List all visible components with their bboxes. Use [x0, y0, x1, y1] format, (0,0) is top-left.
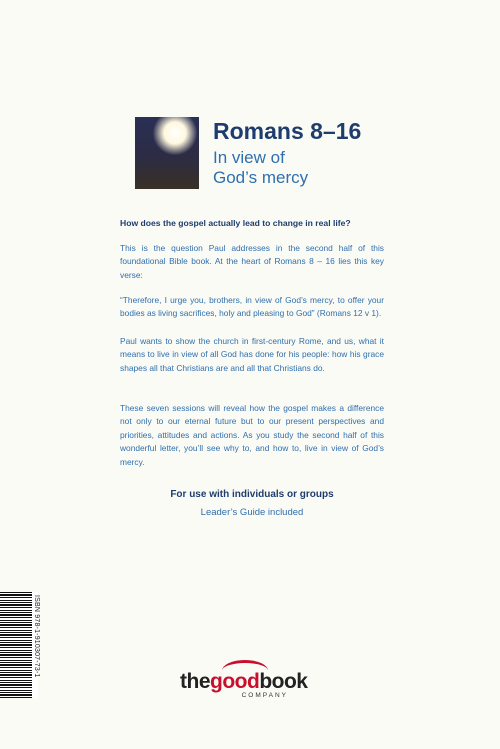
usage-subline: Leader’s Guide included	[200, 507, 304, 518]
book-subtitle	[213, 148, 361, 188]
logo-arc-icon	[222, 660, 268, 681]
blurb-quote: “Therefore, I urge you, brothers, in view of God’s mercy, to offer your bodies as living sacrifices, holy and pleasing to God” (Romans 12 v 1).	[120, 295, 384, 319]
subtitle-line-1: In view of	[213, 148, 285, 167]
logo-part-good: good	[210, 670, 260, 693]
barcode-bars	[0, 592, 32, 698]
logo-part-book: book	[259, 670, 308, 693]
subtitle-line-2: God’s mercy	[213, 168, 309, 187]
publisher-logo	[180, 670, 310, 699]
book-title: Romans 8–16	[213, 118, 362, 144]
lead-question: How does the gospel actually lead to change in real life?	[120, 218, 351, 228]
blurb-paragraph-3: Paul wants to show the church in first-century Rome, and us, what it means to live in view of all God has done for his people: how his grace shapes all that Christians are and all that Christians do.	[120, 336, 384, 373]
isbn-label: ISBN 978-1-910307-73-1	[33, 595, 40, 678]
blurb-paragraph-4: These seven sessions will reveal how the gospel makes a difference not only to our eternal future but to our present perspectives and priorities, attitudes and actions. As you study the second half of this wonderful letter, you’ll see why to, and how to, live in view of God’s mercy.	[120, 403, 384, 467]
title-block	[213, 118, 361, 188]
usage-heading: For use with individuals or groups	[170, 489, 334, 500]
logo-part-the: the	[180, 670, 210, 693]
cover-thumbnail-image	[135, 117, 199, 189]
blurb-paragraph-1: This is the question Paul addresses in the second half of this foundational Bible book. At the heart of Romans 8 – 16 lies this key verse:	[120, 243, 384, 280]
light-glow	[153, 117, 197, 155]
logo-company-label: COMPANY	[241, 692, 288, 699]
